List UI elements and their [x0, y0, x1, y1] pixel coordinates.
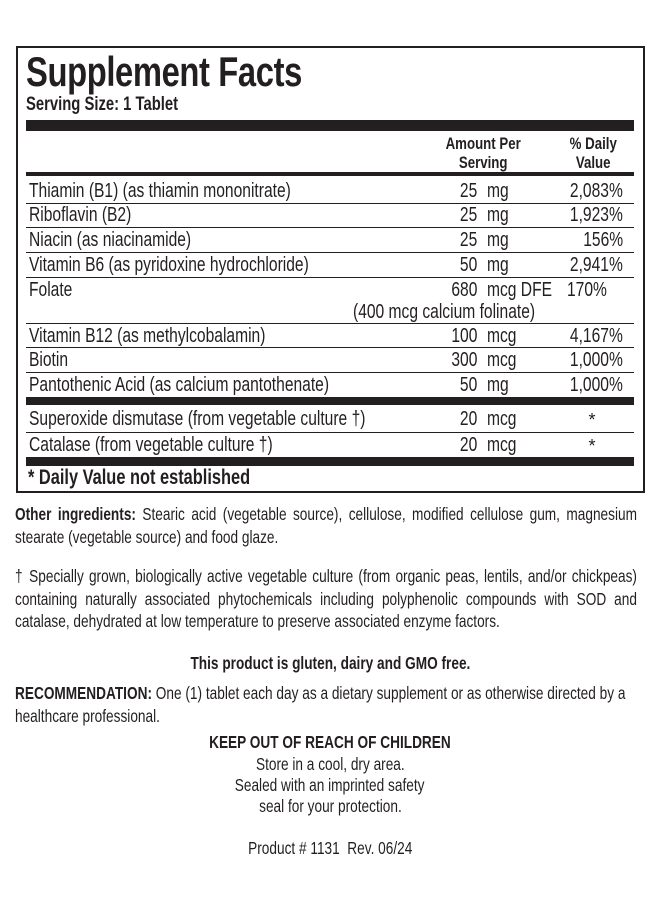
daily-value-text: 1,000% [570, 374, 623, 396]
daily-value-text: * [588, 436, 596, 456]
amount-unit-text: mg [487, 204, 509, 226]
amount-value-text: 20 [459, 434, 477, 456]
nutrient-name-text: Riboflavin (B2) [29, 204, 132, 226]
amount-value [417, 204, 477, 227]
allergen-statement: This product is gluten, dairy and GMO free. [190, 653, 470, 673]
amount-unit-text: mg [487, 254, 509, 276]
nutrient-name [29, 204, 160, 227]
amount-unit [487, 279, 570, 302]
warning-text: KEEP OUT OF REACH OF CHILDREN [209, 732, 451, 752]
recommendation [15, 682, 637, 727]
amount-value [417, 434, 477, 457]
other-ingredients-text: Stearic acid (vegetable source), cellulose, modified cellulose gum, magnesium stearate (vegetable source) and food glaze. [15, 504, 637, 547]
row-divider [26, 227, 634, 228]
nutrient-name [29, 434, 341, 457]
row-divider [26, 203, 634, 204]
amount-value-text: 50 [459, 254, 477, 276]
nutrient-name-text: Superoxide dismutase (from vegetable culture †) [29, 408, 366, 430]
amount-value [417, 180, 477, 203]
amount-value-text: 25 [459, 204, 477, 226]
nutrient-name-text: Folate [29, 279, 73, 301]
amount-unit-text: mcg [487, 325, 517, 347]
thick-divider-bottom [26, 457, 634, 466]
row-divider [26, 252, 634, 253]
panel-title: Supplement Facts [26, 48, 302, 95]
amount-unit [487, 254, 515, 277]
nutrient-name [29, 408, 460, 431]
daily-value-text: 170% [567, 279, 607, 301]
storage-line-1: Store in a cool, dry area. [255, 754, 405, 774]
amount-unit-text: mg [487, 229, 509, 251]
daily-value [523, 229, 623, 252]
nutrient-name-text: Pantothenic Acid (as calcium pantothenate) [29, 374, 330, 396]
nutrient-name [29, 349, 79, 372]
serving-size: Serving Size: 1 Tablet [26, 94, 179, 115]
amount-value-text: 20 [459, 408, 477, 430]
amount-unit [487, 229, 515, 252]
daily-value-text: 2,083% [570, 180, 623, 202]
nutrient-name [29, 180, 365, 203]
dagger-note: † Specially grown, biologically active vegetable culture (from organic peas, lentils, and/or chickpeas) containing naturally associated phytochemicals including polyphenolic compounds with SOD and catalase, dehydrated at low temperature to preserve associated enzyme factors. [15, 566, 637, 631]
other-ingredients [15, 503, 637, 548]
amount-per-serving-header: Amount Per Serving [445, 134, 521, 172]
amount-unit [487, 374, 515, 397]
row-divider [26, 372, 634, 373]
amount-unit-text: mcg [487, 349, 517, 371]
daily-value-text: 156% [583, 229, 623, 251]
daily-value [572, 436, 612, 457]
amount-unit [487, 325, 525, 348]
amount-value-text: 100 [450, 325, 477, 347]
nutrient-name [29, 279, 85, 302]
daily-value [523, 374, 623, 397]
daily-value [523, 204, 623, 227]
daily-value-footnote: * Daily Value not established [28, 466, 251, 489]
amount-unit-text: mcg DFE [487, 279, 553, 301]
daily-value [567, 279, 618, 302]
amount-value [417, 349, 477, 372]
daily-value [523, 325, 623, 348]
other-ingredients-label: Other ingredients: [15, 504, 136, 524]
amount-value [417, 254, 477, 277]
amount-unit-text: mcg [487, 434, 517, 456]
amount-value [417, 408, 477, 431]
daily-value-text: 1,923% [570, 204, 623, 226]
amount-value [417, 229, 477, 252]
amount-value [417, 279, 477, 302]
daily-value [572, 410, 612, 431]
amount-unit-text: mcg [487, 408, 517, 430]
thick-divider-top [26, 120, 634, 131]
amount-unit [487, 349, 525, 372]
amount-value-text: 25 [459, 229, 477, 251]
daily-value-text: * [588, 410, 596, 430]
nutrient-name-text: Vitamin B12 (as methylcobalamin) [29, 325, 266, 347]
folate-source-text: (400 mcg calcium folinate) [353, 301, 536, 323]
recommendation-label: RECOMMENDATION: [15, 683, 152, 703]
nutrient-name [29, 229, 237, 252]
storage-line-2: Sealed with an imprinted safety [235, 775, 425, 795]
nutrient-name-text: Thiamin (B1) (as thiamin mononitrate) [29, 180, 291, 202]
daily-value-text: 1,000% [570, 349, 623, 371]
folate-source [353, 301, 586, 324]
nutrient-name-text: Niacin (as niacinamide) [29, 229, 192, 251]
daily-value [523, 349, 623, 372]
header-divider [26, 172, 634, 176]
nutrient-name [29, 254, 388, 277]
amount-value-text: 300 [450, 349, 477, 371]
product-number: Product # 1131 Rev. 06/24 [247, 838, 413, 858]
thick-divider-middle [26, 397, 634, 405]
amount-unit [487, 434, 525, 457]
recommendation-text: One (1) tablet each day as a dietary supplement or as otherwise directed by a healthcare professional. [15, 683, 626, 726]
storage-line-3: seal for your protection. [258, 796, 402, 816]
nutrient-name-text: Catalase (from vegetable culture †) [29, 434, 273, 456]
daily-value-header: % Daily Value [569, 134, 617, 172]
amount-value-text: 25 [459, 180, 477, 202]
amount-value-text: 680 [450, 279, 477, 301]
row-divider [26, 432, 634, 433]
amount-value-text: 50 [459, 374, 477, 396]
nutrient-name [29, 374, 414, 397]
nutrient-name [29, 325, 332, 348]
amount-value [417, 374, 477, 397]
row-divider [26, 277, 634, 278]
row-divider [26, 347, 634, 348]
nutrient-name-text: Biotin [29, 349, 69, 371]
amount-value [417, 325, 477, 348]
daily-value-text: 2,941% [570, 254, 623, 276]
amount-unit-text: mg [487, 374, 509, 396]
amount-unit [487, 180, 515, 203]
amount-unit [487, 204, 515, 227]
nutrient-name-text: Vitamin B6 (as pyridoxine hydrochloride) [29, 254, 309, 276]
row-divider [26, 323, 634, 324]
daily-value-text: 4,167% [570, 325, 623, 347]
amount-unit [487, 408, 525, 431]
amount-unit-text: mg [487, 180, 509, 202]
daily-value [523, 180, 623, 203]
daily-value [523, 254, 623, 277]
